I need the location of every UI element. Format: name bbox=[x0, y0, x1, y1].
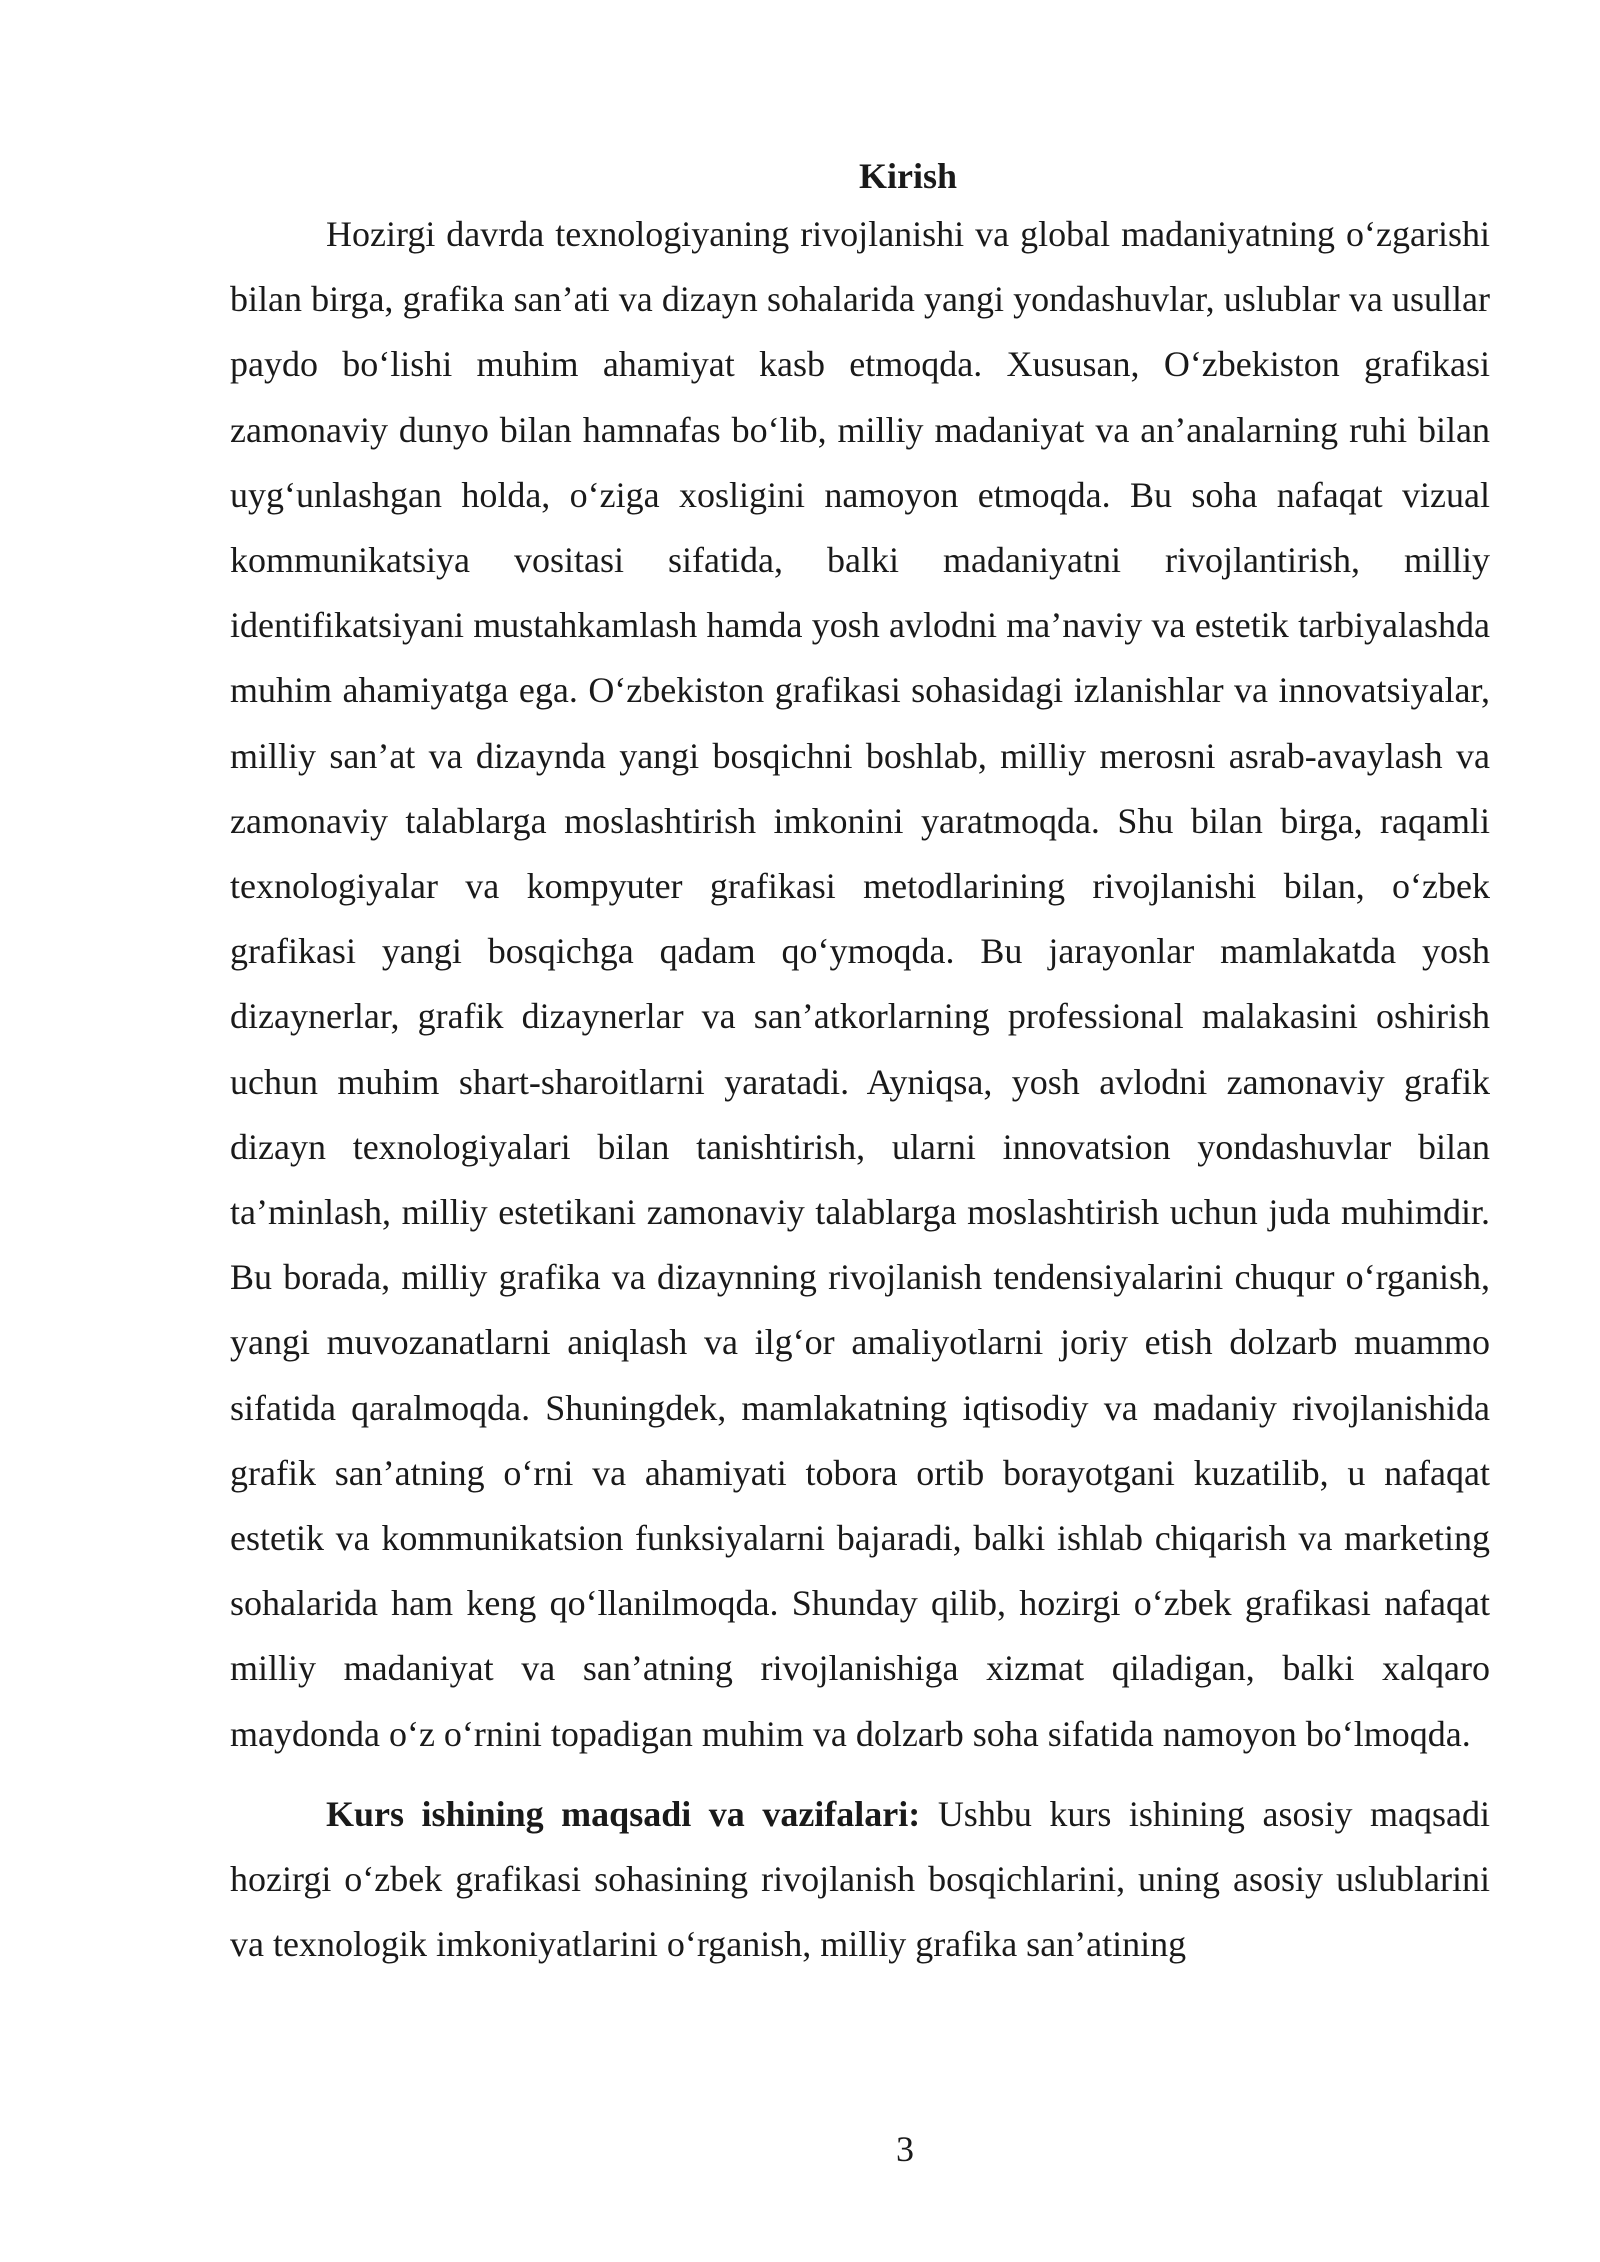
page-number: 3 bbox=[896, 2129, 914, 2169]
goals-lead: Kurs ishining maqsadi va vazifalari: bbox=[326, 1793, 921, 1834]
goals-text: Ushbu kurs ishining asosiy maqsadi hozirgi o‘zbek grafikasi sohasining rivojlanish bosqichlarini, uning asosiy uslublarini va texnologik imkoniyatlarini o‘rganish, milliy grafika san’atining bbox=[230, 1793, 1490, 1965]
document-page bbox=[230, 150, 1490, 1977]
intro-paragraph: Hozirgi davrda texnologiyaning rivojlanishi va global madaniyatning o‘zgarishi bilan birga, grafika san’ati va dizayn sohalarida yangi yondashuvlar, uslublar va usullar paydo bo‘lishi muhim ahamiyat kasb etmoqda. Xususan, O‘zbekiston grafikasi zamonaviy dunyo bilan hamnafas bo‘lib, milliy madaniyat va an’analarning ruhi bilan uyg‘unlashgan holda, o‘ziga xosligini namoyon etmoqda. Bu soha nafaqat vizual kommunikatsiya vositasi sifatida, balki madaniyatni rivojlantirish, milliy identifikatsiyani mustahkamlash hamda yosh avlodni ma’naviy va estetik tarbiyalashda muhim ahamiyatga ega. O‘zbekiston grafikasi sohasidagi izlanishlar va innovatsiyalar, milliy san’at va dizaynda yangi bosqichni boshlab, milliy merosni asrab-avaylash va zamonaviy talablarga moslashtirish imkonini yaratmoqda. Shu bilan birga, raqamli texnologiyalar va kompyuter grafikasi metodlarining rivojlanishi bilan, o‘zbek grafikasi yangi bosqichga qadam qo‘ymoqda. Bu jarayonlar mamlakatda yosh dizaynerlar, grafik dizaynerlar va san’atkorlarning professional malakasini oshirish uchun muhim shart-sharoitlarni yaratadi. Ayniqsa, yosh avlodni zamonaviy grafik dizayn texnologiyalari bilan tanishtirish, ularni innovatsion yondashuvlar bilan ta’minlash, milliy estetikani zamonaviy talablarga moslashtirish uchun juda muhimdir. Bu borada, milliy grafika va dizaynning rivojlanish tendensiyalarini chuqur o‘rganish, yangi muvozanatlarni aniqlash va ilg‘or amaliyotlarni joriy etish dolzarb muammo sifatida qaralmoqda. Shuningdek, mamlakatning iqtisodiy va madaniy rivojlanishida grafik san’atning o‘rni va ahamiyati tobora ortib borayotgani kuzatilib, u nafaqat estetik va kommunikatsion funksiyalarni bajaradi, balki ishlab chiqarish va marketing sohalarida ham keng qo‘llanilmoqda. Shunday qilib, hozirgi o‘zbek grafikasi nafaqat milliy madaniyat va san’atning rivojlanishiga xizmat qiladigan, balki xalqaro maydonda o‘z o‘rnini topadigan muhim va dolzarb soha sifatida namoyon bo‘lmoqda. bbox=[230, 214, 1490, 1754]
goals-paragraph bbox=[230, 1782, 1490, 1978]
section-heading: Kirish bbox=[858, 156, 957, 196]
